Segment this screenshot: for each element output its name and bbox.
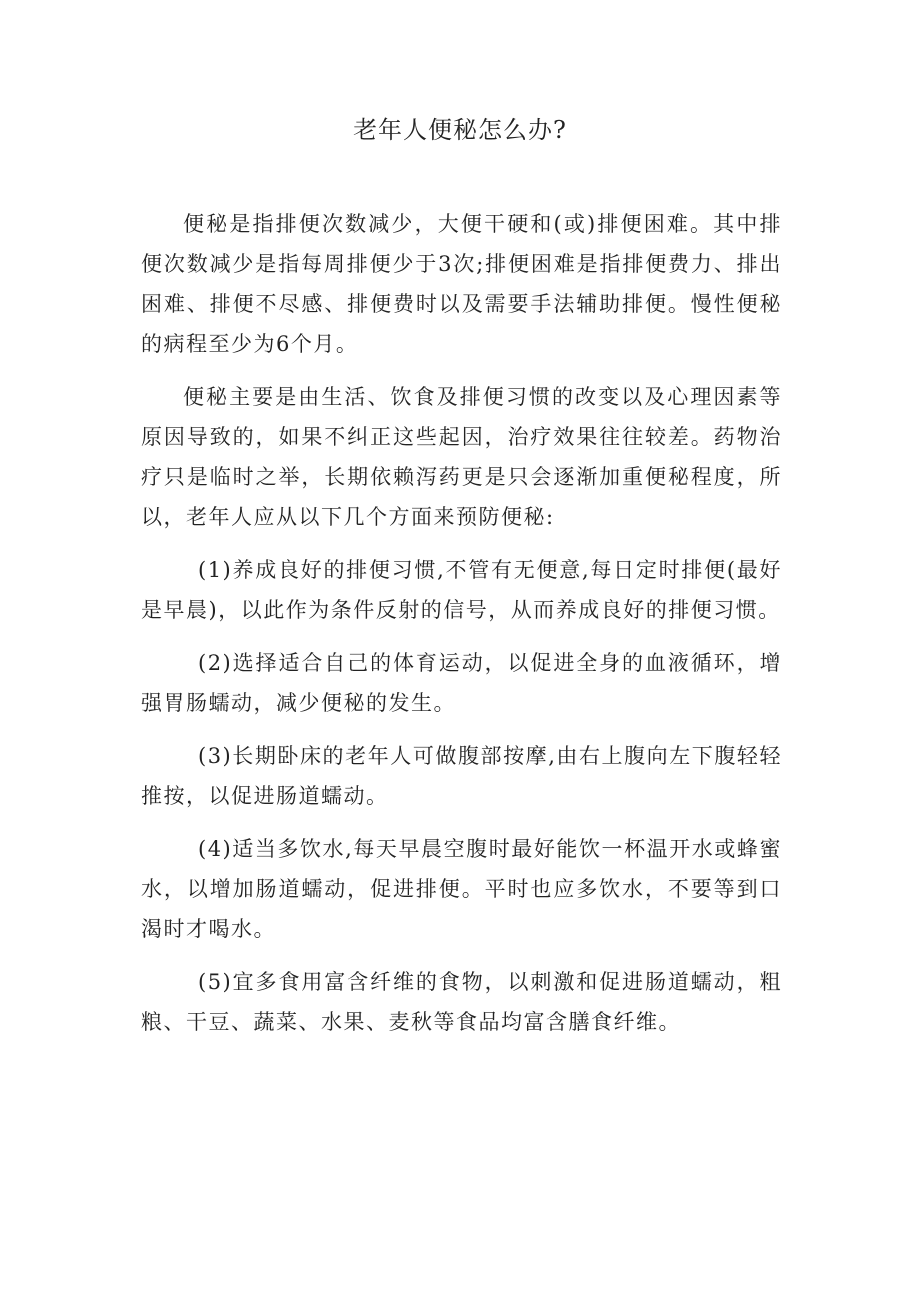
document-title: 老年人便秘怎么办? [353, 116, 567, 144]
paragraph-causes: 便秘主要是由生活、饮食及排便习惯的改变以及心理因素等原因导致的，如果不纠正这些起因，治疗效果往往较差。药物治疗只是临时之举，长期依赖泻药更是只会逐渐加重便秘程度，所以，老年人应从以下几个方面来预防便秘: [141, 385, 782, 529]
paragraph-item-1: (1)养成良好的排便习惯,不管有无便意,每日定时排便(最好是早晨)，以此作为条件反射的信号，从而养成良好的排便习惯。 [141, 558, 782, 622]
paragraph-definition: 便秘是指排便次数减少，大便干硬和(或)排便困难。其中排便次数减少是指每周排便少于3次;排便困难是指排便费力、排出困难、排便不尽感、排便费时以及需要手法辅助排便。慢性便秘的病程至少为6个月。 [141, 212, 782, 356]
paragraph-item-3: (3)长期卧床的老年人可做腹部按摩,由右上腹向左下腹轻轻推按，以促进肠道蠕动。 [141, 744, 782, 808]
document-body [141, 204, 782, 1055]
paragraph-item-4: (4)适当多饮水,每天早晨空腹时最好能饮一杯温开水或蜂蜜水，以增加肠道蠕动，促进排便。平时也应多饮水，不要等到口渴时才喝水。 [141, 837, 782, 941]
paragraph-item-2: (2)选择适合自己的体育运动，以促进全身的血液循环，增强胃肠蠕动，减少便秘的发生。 [141, 651, 782, 715]
paragraph-item-5: (5)宜多食用富含纤维的食物，以刺激和促进肠道蠕动，粗粮、干豆、蔬菜、水果、麦秋等食品均富含膳食纤维。 [141, 970, 782, 1034]
